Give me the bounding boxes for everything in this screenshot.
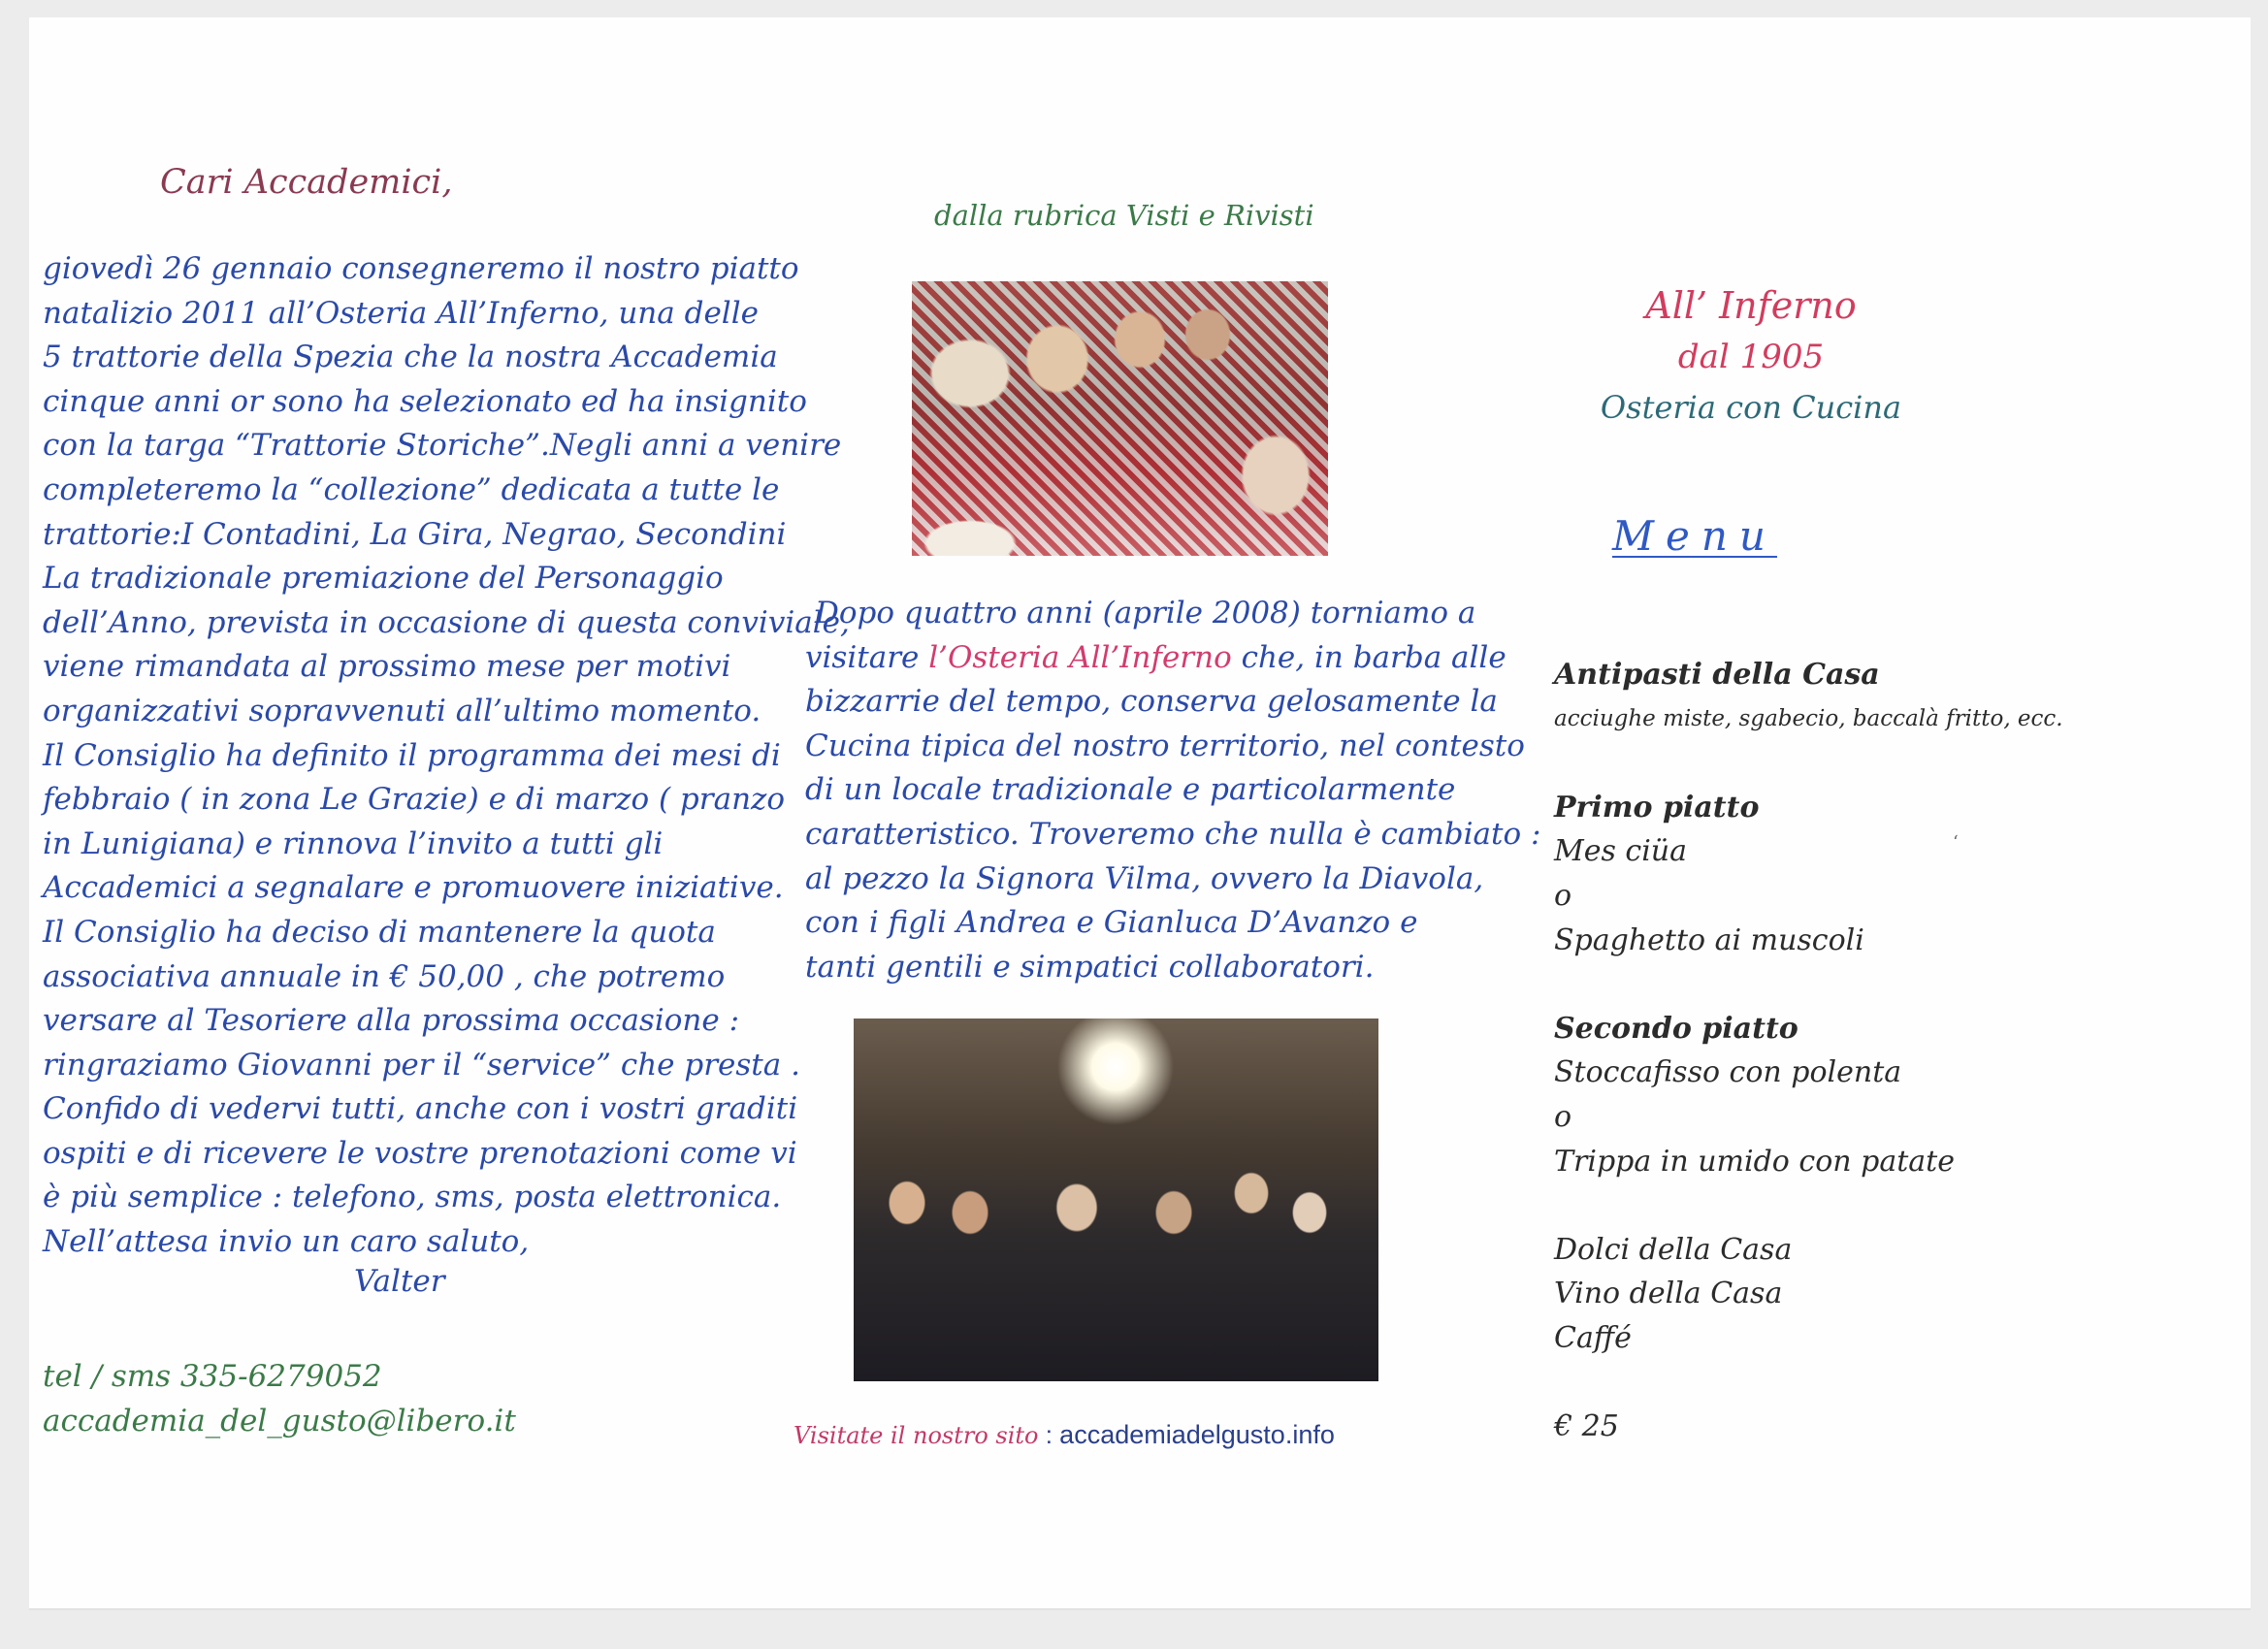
letter-line: Il Consiglio ha definito il programma dei mesi di <box>43 737 781 773</box>
contact-block <box>43 1354 516 1443</box>
letter-line: organizzativi sopravvenuti all’ultimo momento. <box>43 693 761 728</box>
letter-line: viene rimandata al prossimo mese per motivi <box>43 649 731 685</box>
photo-group <box>854 1018 1378 1381</box>
letter-line: Nell’attesa invio un caro saluto, <box>43 1224 530 1260</box>
review-line: Cucina tipica del nostro territorio, nel contesto <box>805 728 1525 763</box>
letter-line: cinque anni or sono ha selezionato ed ha insignito <box>43 383 807 419</box>
restaurant-name: All’ Inferno <box>1645 284 1857 327</box>
scan-speck: ʻ <box>1953 832 1959 853</box>
contact-email: accademia_del_gusto@libero.it <box>43 1404 516 1439</box>
review-line: con i figli Andrea e Gianluca D’Avanzo e <box>805 905 1418 941</box>
photo-dinner-table <box>912 281 1328 556</box>
letter-line: Confido di vedervi tutti, anche con i vostri graditi <box>43 1091 798 1127</box>
menu-primo-title: Primo piatto <box>1554 790 1760 824</box>
menu-price: € 25 <box>1554 1409 1619 1444</box>
letter-line: Accademici a segnalare e promuovere iniziative. <box>43 870 784 906</box>
letter-body <box>43 247 850 1265</box>
letter-line: versare al Tesoriere alla prossima occasione : <box>43 1003 740 1039</box>
review-line: di un locale tradizionale e particolarmente <box>805 772 1456 808</box>
menu-spacer <box>1554 1361 2063 1406</box>
menu-primo-or: o <box>1554 878 1572 913</box>
letter-line: ringraziamo Giovanni per il “service” che presta . <box>43 1047 800 1083</box>
scan-edge <box>29 1608 2251 1610</box>
letter-line: in Lunigiana) e rinnova l’invito a tutti gli <box>43 825 664 861</box>
letter-line: giovedì 26 gennaio consegneremo il nostro piatto <box>43 251 799 286</box>
letter-line: con la targa “Trattorie Storiche”.Negli anni a venire <box>43 428 842 464</box>
website-label: Visitate il nostro sito <box>794 1422 1039 1449</box>
menu-spacer <box>1554 962 2063 1007</box>
menu-heading: Menu <box>1612 512 1777 560</box>
letter-line: associativa annuale in € 50,00 , che potremo <box>43 958 726 994</box>
review-line: al pezzo la Signora Vilma, ovvero la Diavola, <box>805 860 1484 896</box>
letter-line: completeremo la “collezione” dedicata a tutte le <box>43 471 780 507</box>
website-separator: : <box>1038 1420 1060 1449</box>
website-line <box>794 1420 1335 1450</box>
menu-list <box>1554 653 2063 1449</box>
review-body <box>805 592 1540 989</box>
restaurant-title-block <box>1581 279 1921 433</box>
letter-line: ospiti e di ricevere le vostre prenotazioni come vi <box>43 1135 797 1171</box>
menu-dolci: Dolci della Casa <box>1554 1232 1793 1267</box>
menu-vino: Vino della Casa <box>1554 1277 1783 1311</box>
menu-antipasti-desc: acciughe miste, sgabecio, baccalà fritto, ecc. <box>1554 705 2063 731</box>
letter-line: trattorie:I Contadini, La Gira, Negrao, Secondini <box>43 516 787 552</box>
letter-signature: Valter <box>354 1264 445 1299</box>
letter-line: natalizio 2011 all’Osteria All’Inferno, una delle <box>43 295 759 331</box>
menu-secondo-item: Trippa in umido con patate <box>1554 1144 1955 1179</box>
letter-line: è più semplice : telefono, sms, posta elettronica. <box>43 1180 782 1215</box>
menu-antipasti-title: Antipasti della Casa <box>1554 658 1880 692</box>
menu-primo-item: Mes ciüa <box>1554 834 1688 869</box>
letter-line: La tradizionale premiazione del Personaggio <box>43 561 724 597</box>
review-line: tanti gentili e simpatici collaboratori. <box>805 949 1375 985</box>
letter-line: 5 trattorie della Spezia che la nostra Accademia <box>43 340 778 375</box>
menu-secondo-title: Secondo piatto <box>1554 1011 1798 1046</box>
review-line: Dopo quattro anni (aprile 2008) torniamo a <box>815 596 1476 630</box>
review-text: che, in barba alle <box>1231 639 1507 675</box>
menu-spacer <box>1554 1183 2063 1228</box>
menu-secondo-item: Stoccafisso con polenta <box>1554 1055 1902 1090</box>
menu-secondo-or: o <box>1554 1099 1572 1134</box>
website-link[interactable]: accademiadelgusto.info <box>1059 1420 1335 1449</box>
contact-phone: tel / sms 335-6279052 <box>43 1359 382 1394</box>
rubric-title: dalla rubrica Visti e Rivisti <box>934 199 1314 232</box>
letter-line: febbraio ( in zona Le Grazie) e di marzo ( pranzo <box>43 782 786 818</box>
review-line: bizzarrie del tempo, conserva gelosamente la <box>805 684 1498 720</box>
restaurant-since: dal 1905 <box>1677 338 1825 376</box>
menu-caffe: Caffé <box>1554 1320 1632 1355</box>
letter-line: Il Consiglio ha deciso di mantenere la quota <box>43 914 716 950</box>
restaurant-type: Osteria con Cucina <box>1600 389 1902 426</box>
letter-greeting: Cari Accademici, <box>160 163 453 202</box>
letter-line: dell’Anno, prevista in occasione di questa conviviale, <box>43 604 850 640</box>
review-line: caratteristico. Troveremo che nulla è cambiato : <box>805 816 1541 852</box>
review-line <box>805 636 1540 681</box>
osteria-name-highlight: l’Osteria All’Inferno <box>928 639 1232 675</box>
menu-spacer <box>1554 741 2063 786</box>
review-text: visitare <box>805 639 929 675</box>
menu-primo-item: Spaghetto ai muscoli <box>1554 922 1864 957</box>
